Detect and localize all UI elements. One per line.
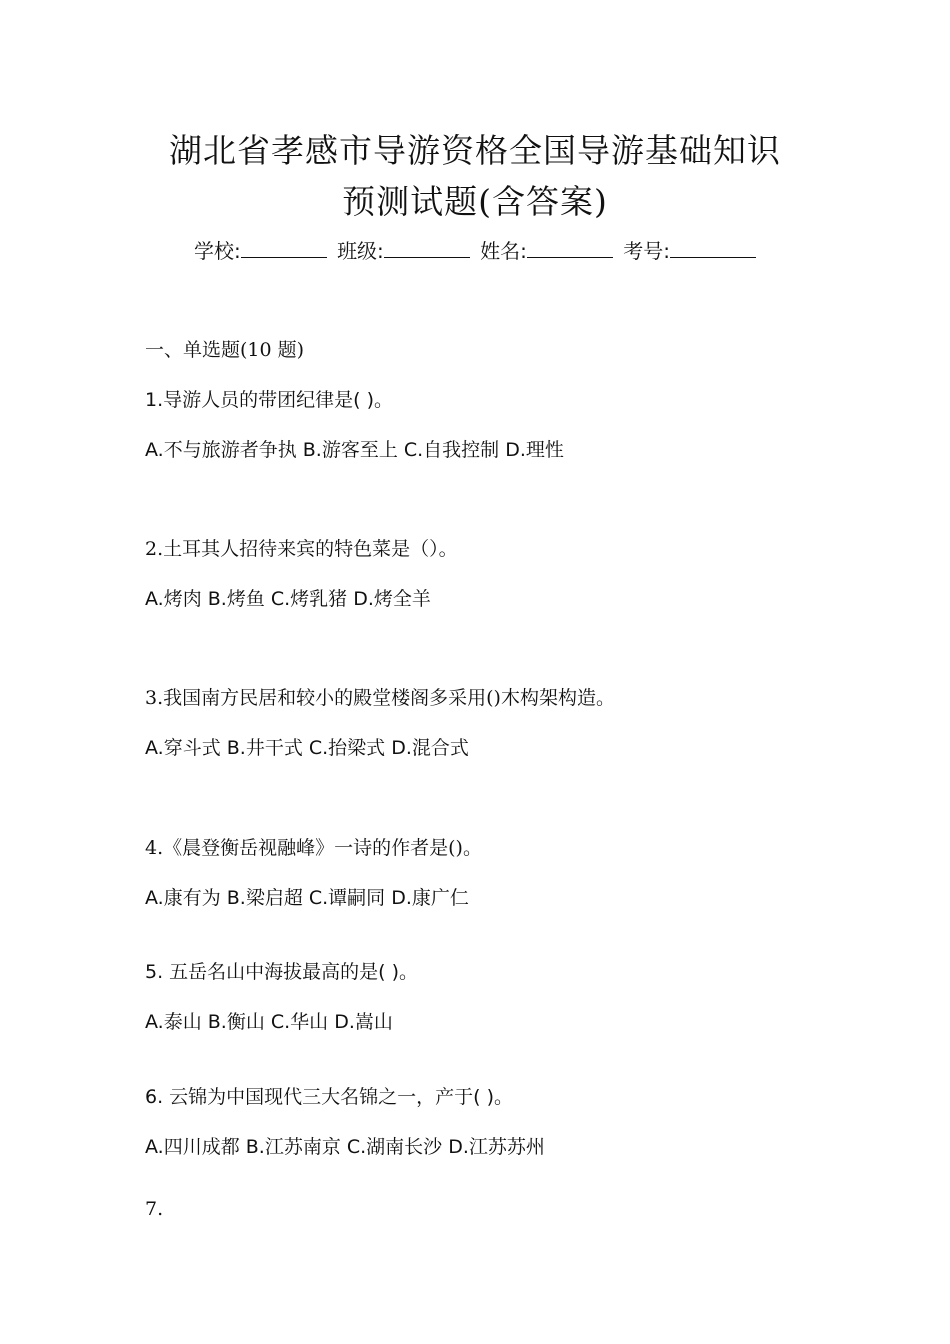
name-field [480, 239, 613, 263]
question-7-stem: 7. [145, 1198, 164, 1220]
question-4-stem: 4.《晨登衡岳视融峰》一诗的作者是()。 [145, 837, 482, 859]
exam-title-line-1: 湖北省孝感市导游资格全国导游基础知识 [169, 131, 781, 170]
student-info-row [0, 237, 950, 265]
question-2-options: A.烤肉 B.烤鱼 C.烤乳猪 D.烤全羊 [145, 588, 431, 610]
question-3-options: A.穿斗式 B.井干式 C.抬梁式 D.混合式 [145, 737, 469, 759]
school-blank [241, 239, 327, 258]
number-blank [670, 239, 756, 258]
class-label: 班级: [337, 239, 384, 263]
question-6-stem: 6. 云锦为中国现代三大名锦之一，产于( )。 [145, 1086, 514, 1108]
question-3-stem: 3.我国南方民居和较小的殿堂楼阁多采用()木构架构造。 [145, 687, 615, 709]
question-2-stem: 2.土耳其人招待来宾的特色菜是（）。 [145, 538, 458, 560]
question-5-stem: 5. 五岳名山中海拔最高的是( )。 [145, 961, 419, 983]
question-1-options: A.不与旅游者争执 B.游客至上 C.自我控制 D.理性 [145, 439, 564, 461]
school-field [194, 239, 327, 263]
number-field [623, 239, 756, 263]
question-5-options: A.泰山 B.衡山 C.华山 D.嵩山 [145, 1011, 393, 1033]
name-label: 姓名: [480, 239, 527, 263]
question-1-stem: 1.导游人员的带团纪律是( )。 [145, 389, 393, 411]
name-blank [527, 239, 613, 258]
school-label: 学校: [193, 239, 241, 263]
number-label: 考号: [623, 239, 671, 263]
exam-title-line-2: 预测试题(含答案) [342, 182, 608, 221]
question-4-options: A.康有为 B.梁启超 C.谭嗣同 D.康广仁 [145, 887, 469, 909]
class-field [337, 239, 470, 263]
section-heading: 一、单选题(10 题) [145, 339, 305, 361]
question-6-options: A.四川成都 B.江苏南京 C.湖南长沙 D.江苏苏州 [145, 1136, 545, 1158]
class-blank [384, 239, 470, 258]
